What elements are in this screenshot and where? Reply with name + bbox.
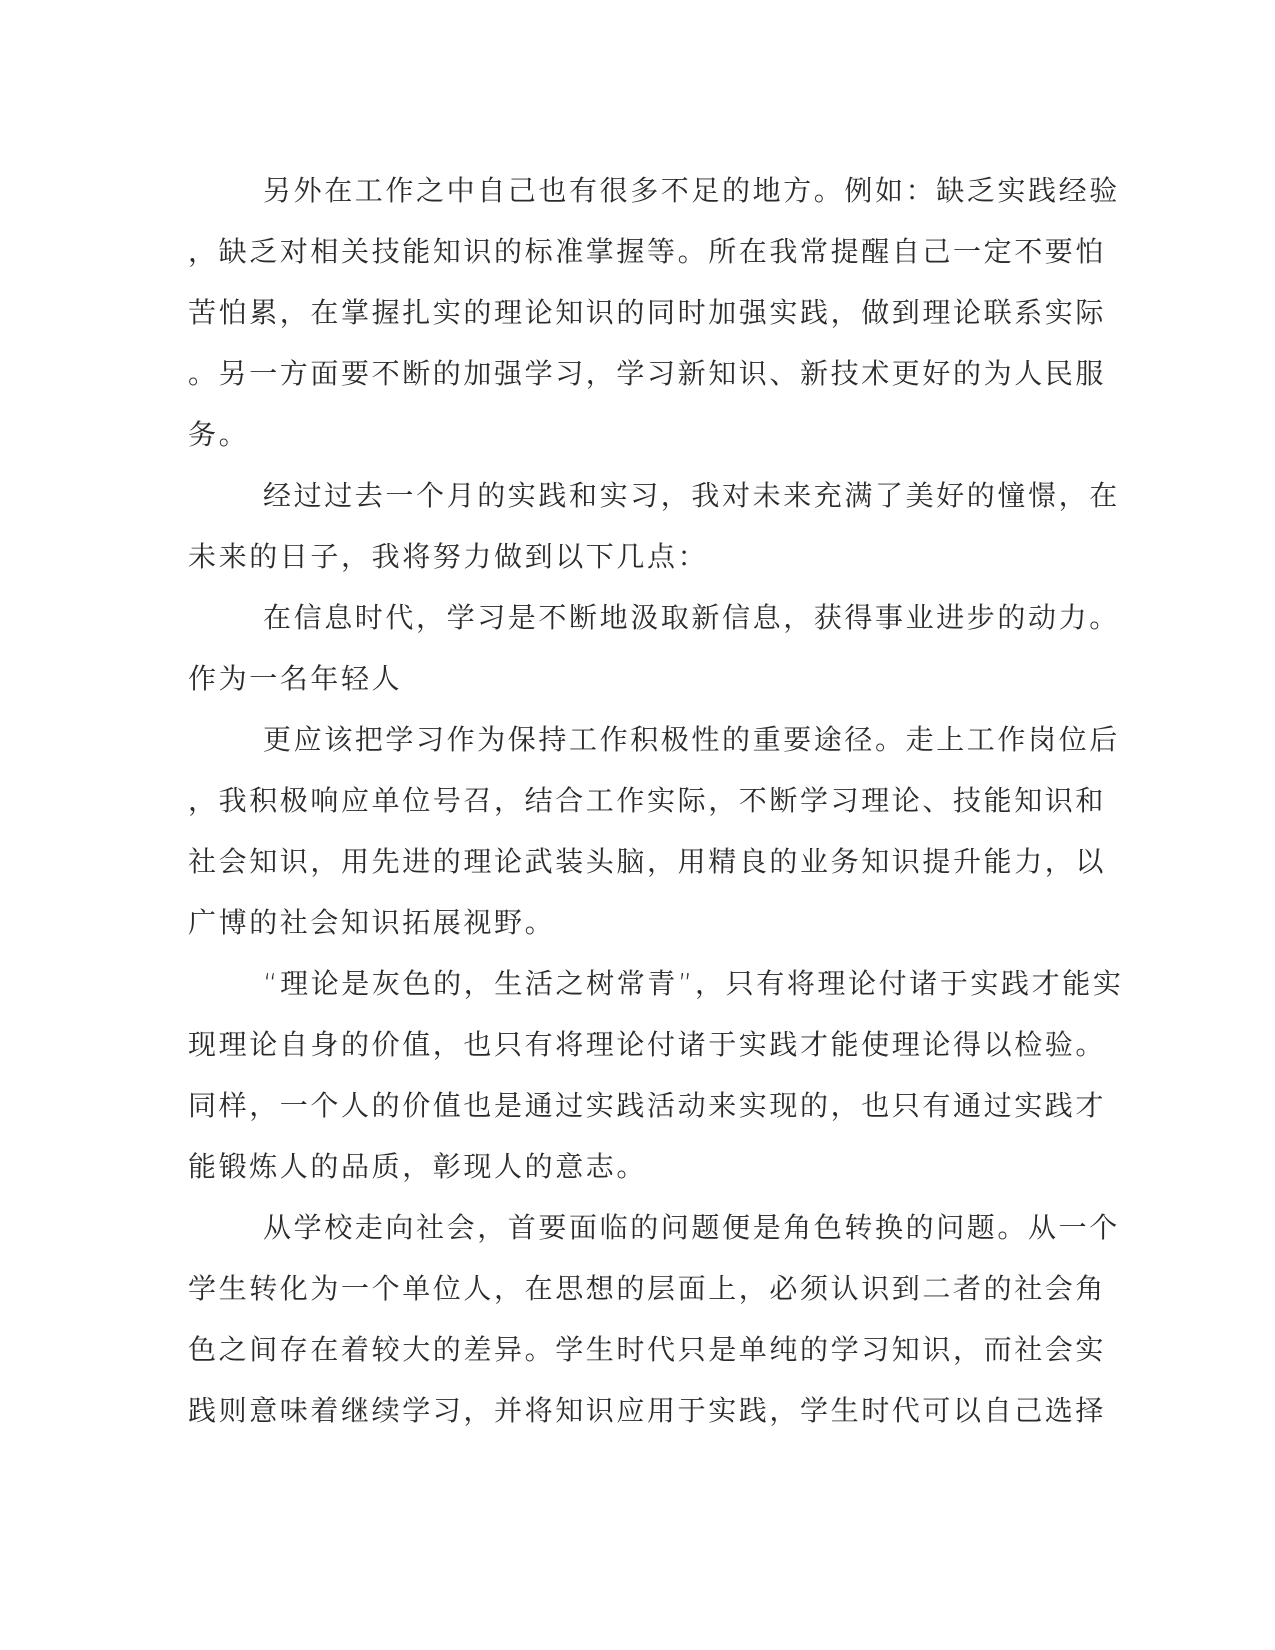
- paragraph-6: [188, 1197, 1120, 1441]
- paragraph-1: [188, 160, 1120, 465]
- paragraph-line: 经过过去一个月的实践和实习，我对未来充满了美好的憧憬，在: [263, 479, 1120, 512]
- paragraph-line: 在信息时代，学习是不断地汲取新信息，获得事业进步的动力。: [263, 601, 1120, 634]
- paragraph-line: 作为一名年轻人: [188, 662, 403, 695]
- paragraph-line: “理论是灰色的，生活之树常青”，只有将理论付诸于实践才能实: [263, 967, 1124, 1000]
- paragraph-2: [188, 465, 1120, 587]
- paragraph-5: [188, 953, 1124, 1197]
- paragraph-3: [188, 587, 1120, 709]
- paragraph-line: ，缺乏对相关技能知识的标准掌握等。所在我常提醒自己一定不要怕: [188, 235, 1107, 268]
- paragraph-line: 社会知识，用先进的理论武装头脑，用精良的业务知识提升能力，以: [188, 845, 1107, 878]
- paragraph-line: 从学校走向社会，首要面临的问题便是角色转换的问题。从一个: [263, 1211, 1120, 1244]
- paragraph-line: 现理论自身的价值，也只有将理论付诸于实践才能使理论得以检验。: [188, 1028, 1107, 1061]
- paragraph-line: 色之间存在着较大的差异。学生时代只是单纯的学习知识，而社会实: [188, 1333, 1107, 1366]
- paragraph-4: [188, 709, 1120, 953]
- paragraph-line: 。另一方面要不断的加强学习，学习新知识、新技术更好的为人民服: [188, 357, 1107, 390]
- paragraph-line: 广博的社会知识拓展视野。: [188, 906, 556, 939]
- paragraph-line: 另外在工作之中自己也有很多不足的地方。例如：缺乏实践经验: [263, 174, 1120, 207]
- document-body: [188, 160, 1124, 1441]
- paragraph-line: 苦怕累，在掌握扎实的理论知识的同时加强实践，做到理论联系实际: [188, 296, 1107, 329]
- paragraph-line: 更应该把学习作为保持工作积极性的重要途径。走上工作岗位后: [263, 723, 1120, 756]
- paragraph-line: 学生转化为一个单位人，在思想的层面上，必须认识到二者的社会角: [188, 1272, 1107, 1305]
- paragraph-line: 践则意味着继续学习，并将知识应用于实践，学生时代可以自己选择: [188, 1394, 1107, 1427]
- paragraph-line: ，我积极响应单位号召，结合工作实际，不断学习理论、技能知识和: [188, 784, 1107, 817]
- paragraph-line: 能锻炼人的品质，彰现人的意志。: [188, 1150, 648, 1183]
- paragraph-line: 务。: [188, 418, 250, 451]
- paragraph-line: 未来的日子，我将努力做到以下几点：: [188, 540, 709, 573]
- paragraph-line: 同样，一个人的价值也是通过实践活动来实现的，也只有通过实践才: [188, 1089, 1107, 1122]
